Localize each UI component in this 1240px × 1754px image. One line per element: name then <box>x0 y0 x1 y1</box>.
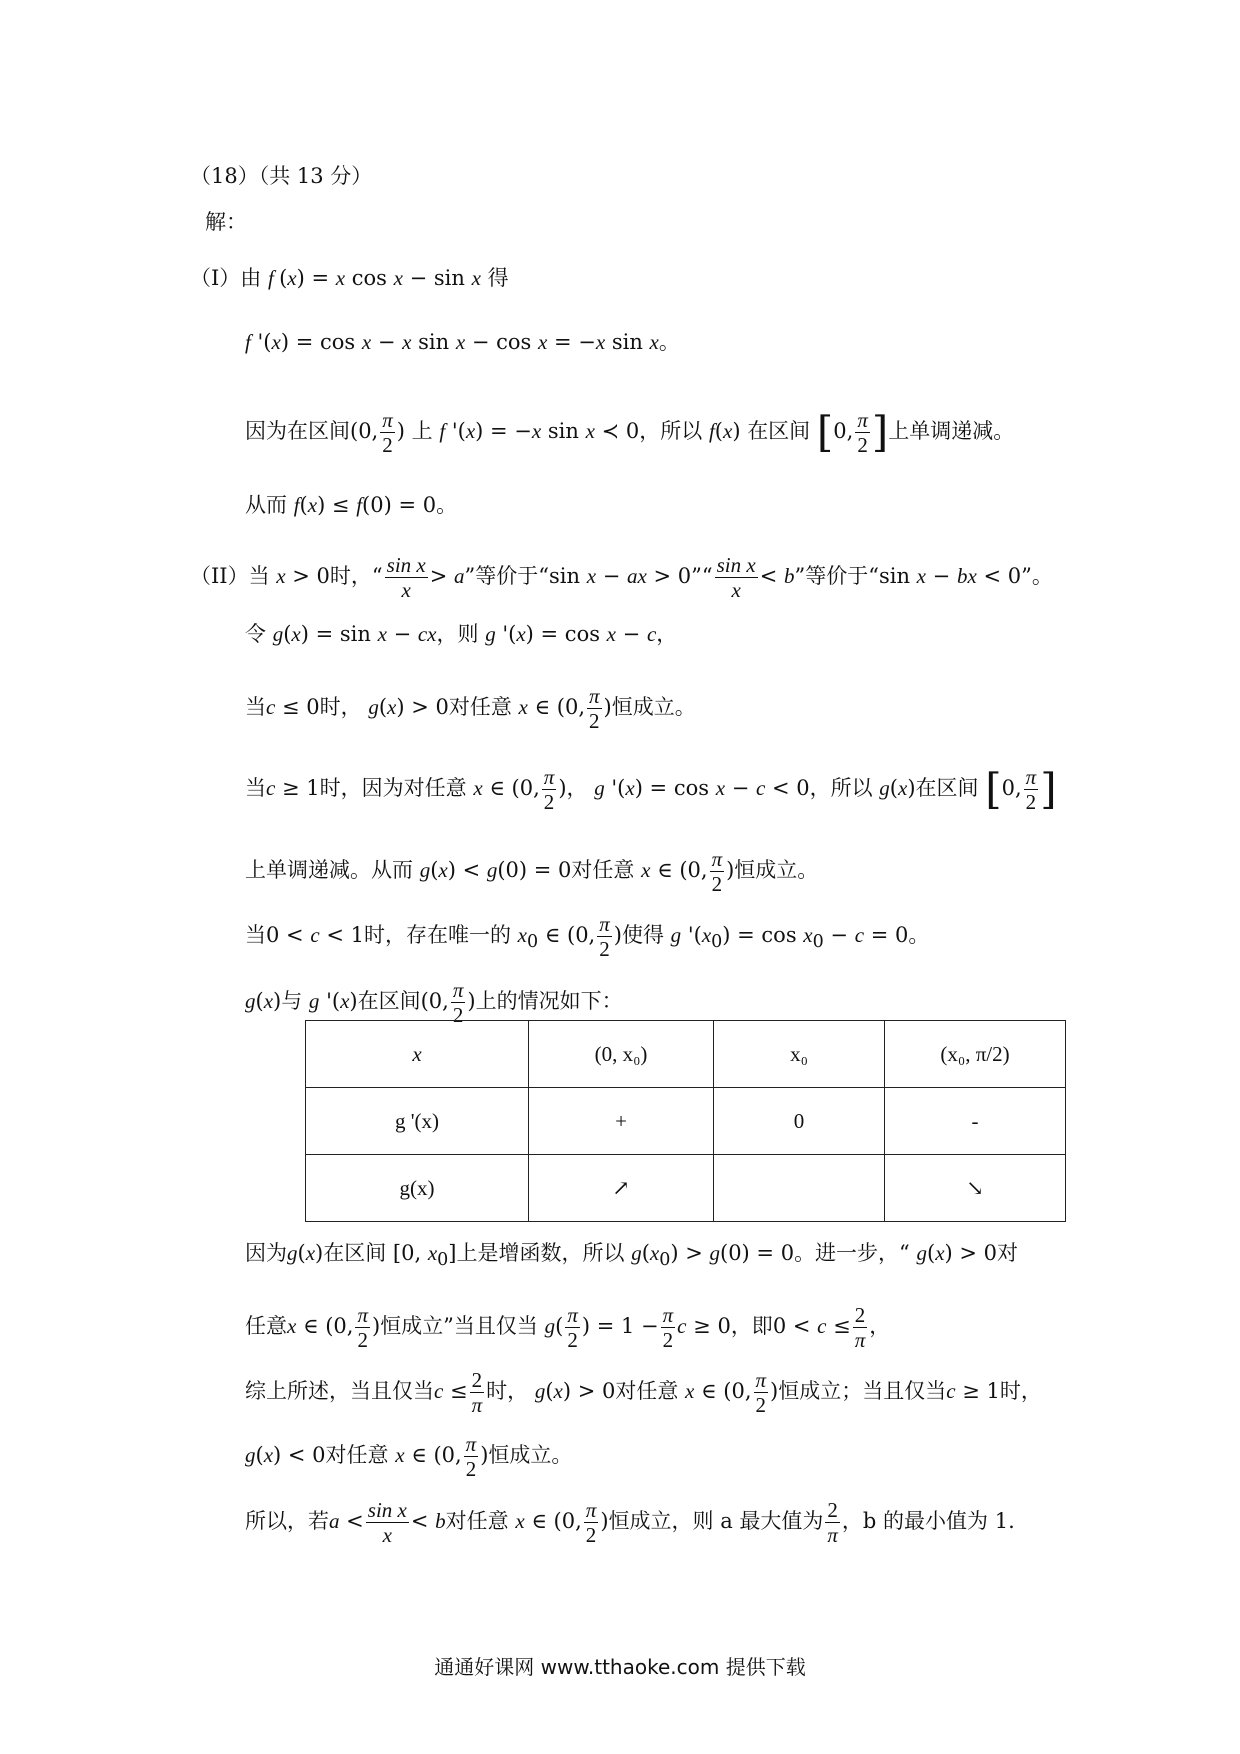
part2-equivalence: （II）当 x > 0时，“ $\frac{\text{sin x}}{x}$ > a”等价于“sin x − ax > 0”“ $\frac{\text{sin x}}{x}$ < b”等价于“sin x − bx < 0”。 <box>190 553 1053 602</box>
table-row <box>306 1021 1066 1088</box>
table-row <box>306 1088 1066 1155</box>
table-cell: ↗ <box>529 1155 714 1222</box>
part2-case1: 当c ≤ 0时， g(x) > 0对任意 x ∈ (0, $\frac{\pi}{2}$ )恒成立。 <box>245 684 696 733</box>
part1-conclusion: 从而 f(x) ≤ f(0) = 0。 <box>245 493 458 517</box>
part2-let: 令 g(x) = sin x − cx，则 g '(x) = cos x − c， <box>245 622 678 646</box>
table-cell: g(x) <box>306 1155 529 1222</box>
table-cell: (x₀, π/2) <box>885 1021 1066 1088</box>
part1-derivative: f '(x) = cos x − x sin x − cos x = −x sin x。 <box>245 330 680 354</box>
table-cell: (0, x₀) <box>529 1021 714 1088</box>
part2-case2b: 上单调递减。从而 g(x) < g(0) = 0对任意 x ∈ (0, $\frac{\pi}{2}$ )恒成立。 <box>245 847 819 896</box>
table-cell: ↘ <box>885 1155 1066 1222</box>
problem-number: （18）（共 13 分） <box>190 164 373 188</box>
table-cell: 0 <box>714 1088 885 1155</box>
solution-label: 解： <box>205 210 247 234</box>
table-cell: + <box>529 1088 714 1155</box>
table-cell: x <box>306 1021 529 1088</box>
table-cell: g '(x) <box>306 1088 529 1155</box>
part2-final: 所以，若a < $\frac{\text{sin x}}{x}$ < b对任意 x ∈ (0, $\frac{\pi}{2}$ )恒成立，则 a 最大值为 $\frac{2}{\pi}$ ，b 的最小值为 1. <box>245 1498 1015 1547</box>
table-cell <box>714 1155 885 1222</box>
table-cell: - <box>885 1088 1066 1155</box>
part2-summary: 综上所述，当且仅当c ≤ $\frac{2}{\pi}$ 时， g(x) > 0对任意 x ∈ (0, $\frac{\pi}{2}$ )恒成立；当且仅当c ≥ 1时， <box>245 1368 1042 1417</box>
part2-after-table-2: 任意x ∈ (0, $\frac{\pi}{2}$ )恒成立”当且仅当 g( $\frac{\pi}{2}$ ) = 1 − $\frac{\pi}{2}$ c ≥ 0，即0 < c ≤ $\frac{2}{\pi}$ ， <box>245 1303 891 1352</box>
table-row <box>306 1155 1066 1222</box>
part2-table-intro: g(x)与 g '(x)在区间(0, $\frac{\pi}{2}$ )上的情况如下： <box>245 978 623 1027</box>
part1-intro: （I）由 f (x) = x cos x − sin x 得 <box>190 266 509 290</box>
table-cell: x₀ <box>714 1021 885 1088</box>
sign-table <box>305 1020 1066 1222</box>
part2-summary-2: g(x) < 0对任意 x ∈ (0, $\frac{\pi}{2}$ )恒成立。 <box>245 1432 573 1481</box>
part2-case3: 当0 < c < 1时，存在唯一的 $x_0$ ∈ (0, $\frac{\pi}{2}$ )使得 g '$(x_0) = \cos x_0 - c = 0$。 <box>245 912 930 961</box>
part2-after-table: 因为g(x)在区间 [0, $x_0$]上是增函数，所以 $g(x_0) > g(0) = 0$。进一步，“ g(x) > 0对 <box>245 1241 1019 1271</box>
part1-monotone: 因为在区间(0, $\frac{\pi}{2}$ ) 上 f '(x) = −x sin x ≺ 0，所以 f(x) 在区间 [0, $\frac{\pi}{2}$ ]上单调递减。 <box>245 407 1015 457</box>
part2-case2: 当c ≥ 1时，因为对任意 x ∈ (0, $\frac{\pi}{2}$ )， g '(x) = cos x − c < 0，所以 g(x)在区间 [0, $\frac{\pi}{2}$ ] <box>245 764 1057 814</box>
page-footer: 通通好课网 www.tthaoke.com 提供下载 <box>434 1655 806 1679</box>
